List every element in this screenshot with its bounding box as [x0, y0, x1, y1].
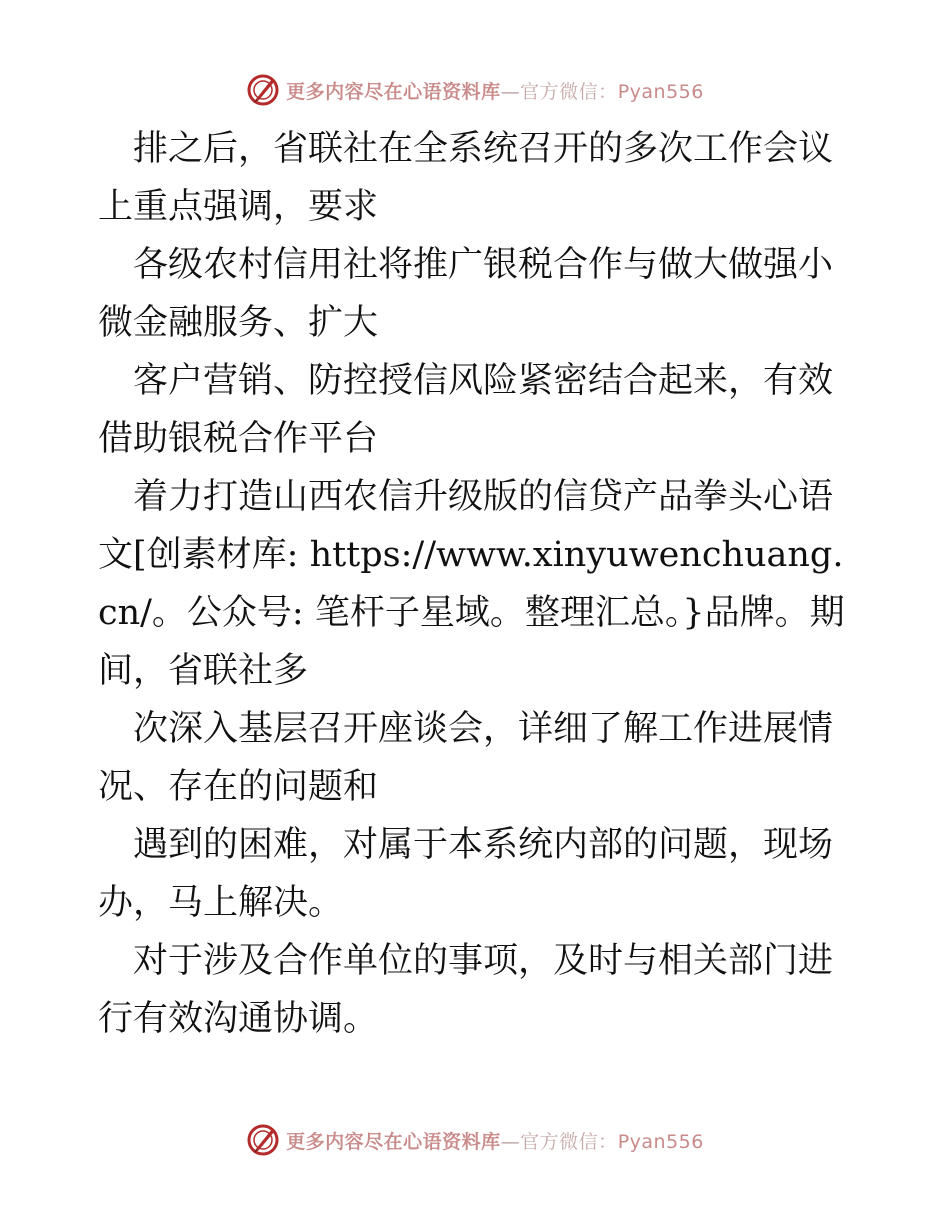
footer-slogan: 更多内容尽在心语资料库 — [286, 1130, 501, 1153]
footer-separator: — — [500, 1130, 521, 1153]
header-separator: — — [500, 80, 521, 103]
paragraph-2: 各级农村信用社将推广银税合作与做大做强小微金融服务、扩大 — [98, 245, 834, 343]
paragraph-3: 客户营销、防控授信风险紧密结合起来，有效借助银税合作平台 — [98, 361, 834, 459]
paragraph-5: 次深入基层召开座谈会，详细了解工作进展情况、存在的问题和 — [98, 709, 834, 807]
quill-pen-logo-icon — [246, 73, 280, 107]
paragraph-6: 遇到的困难，对属于本系统内部的问题，现场办，马上解决。 — [98, 825, 834, 923]
footer-banner — [0, 1120, 950, 1160]
quill-pen-logo-icon — [246, 1123, 280, 1157]
paragraph-7: 对于涉及合作单位的事项，及时与相关部门进行有效沟通协调。 — [98, 941, 834, 1039]
header-banner-text — [286, 77, 704, 104]
header-wechat-label: 官方微信： — [520, 80, 618, 103]
footer-wechat-id: Pyan556 — [617, 1130, 704, 1153]
paragraph-1: 排之后，省联社在全系统召开的多次工作会议上重点强调，要求 — [98, 129, 834, 227]
footer-wechat-label: 官方微信： — [520, 1130, 618, 1153]
footer-banner-text — [286, 1127, 704, 1154]
header-wechat-id: Pyan556 — [617, 80, 704, 103]
header-slogan: 更多内容尽在心语资料库 — [286, 80, 501, 103]
paragraph-4: 着力打造山西农信升级版的信贷产品拳头心语文[创素材库: https://www.xinyuwenchuang.cn/。公众号: 笔杆子星域。整理汇总。}品牌。期间，省联社多 — [98, 477, 845, 691]
header-banner — [0, 70, 950, 110]
document-body — [98, 120, 858, 1048]
